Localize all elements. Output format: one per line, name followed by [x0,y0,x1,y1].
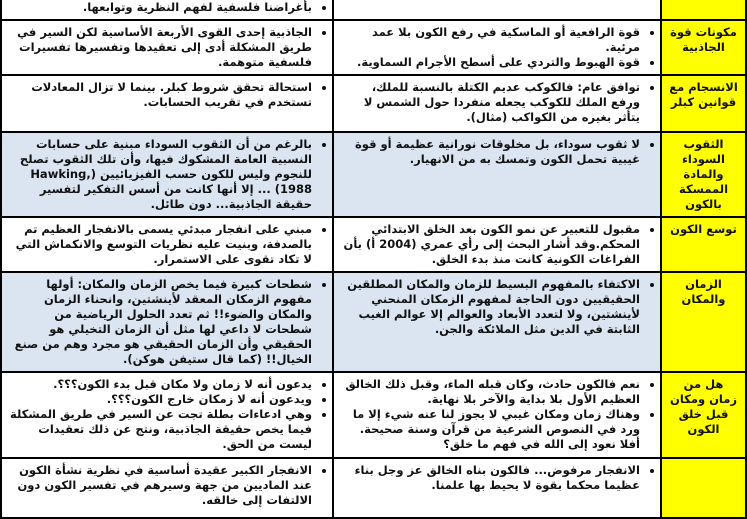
table-row [1,217,746,272]
table-row [1,372,746,458]
quran-view-cell-list [340,277,654,337]
quran-view-cell-list [340,463,654,493]
list-item: • قوة الرافعية أو الماسكية في رفع الكون بلا عمد مرئية. [340,25,640,55]
list-item: • توافق عام: فالكوكب عديم الكتلة بالنسبة للملك، ورفع الملك للكوكب يجعله منفردا حول الشمس لا يتأثر بغيره من الكواكب (مثال). [340,80,640,125]
list-item: • شطحات كبيرة فيما يخص الزمان والمكان: أولها مفهوم الزمكان المعقد لأينشتين، وانحناء الزمان والمكان والضوء!! ثم تعدد الحلول الرياضية من شطحات لا داعي لها مثل أن الزمان التخيلي هو الحقيقي وأن الزمان الحقيقي هو مجرد وهم من صنع الخيال!! (كما قال ستيفن هوكن). [8,277,312,367]
table-row [1,272,746,372]
list-item: • بأغراضنا فلسفية لفهم النظرية وتوابعها. [8,0,312,15]
quran-view-cell [333,372,661,458]
quran-view-cell-list [340,222,654,267]
quran-view-cell [333,458,661,518]
quran-view-cell [333,20,661,75]
theory-critique-cell-list [8,377,326,452]
topic-cell: توسع الكون [661,217,746,272]
list-item: • الانفجار مرفوض... فالكون بناه الخالق عز وجل بناء عظيما محكما بقوة لا يحيط بها علمنا. [340,463,640,493]
quran-view-cell [333,217,661,272]
list-item: • الانفجار الكبير عقيدة أساسية في نظرية نشأة الكون عند الماديين من جهة وسيرهم في تفسير الكون دون الالتفات إلى خالقه. [8,463,312,508]
topic-cell: الانسجام مع قوانين كبلر [661,75,746,132]
theory-critique-cell-list [8,222,326,267]
comparison-table-body [1,0,746,518]
theory-critique-cell-list [8,25,326,70]
topic-cell [661,458,746,518]
theory-critique-cell [1,132,333,217]
list-item: • مقبول للتعبير عن نمو الكون بعد الخلق الابتدائي المحكم.وقد أشار البحث إلى رأي عمري (2004 أ) بأن الفراغات الكونية كانت منذ بدء الخلق. [340,222,640,267]
topic-cell: مكونات قوة الجاذبية [661,20,746,75]
theory-critique-cell [1,0,333,20]
topic-cell [661,0,746,20]
table-row [1,75,746,132]
quran-view-cell [333,272,661,372]
list-item: • وهي ادعاءات بطلة تجت عن السير في طريق المشكلة فيما يخص حقيقة الجاذبية، ونتج عن ذلك تعقيدات ليست من الحق. [8,407,312,452]
list-item: • مبني على انفجار مبدئي يسمى بالانفجار العظيم تم بالصدفة، وبنيت عليه نظريات التوسع والانكماش التي لا تكاد تقوى على الاستمرار. [8,222,312,267]
list-item: • استحالة تحقق شروط كبلر. بينما لا تزال المعادلات تستخدم في تقريب الحسابات. [8,80,312,110]
quran-view-cell-list [340,377,654,452]
theory-critique-cell [1,217,333,272]
quran-view-cell-list [340,25,654,70]
quran-view-cell [333,132,661,217]
table-row [1,20,746,75]
theory-critique-cell-list [8,80,326,110]
quran-view-cell-list [340,80,654,125]
theory-critique-cell [1,458,333,518]
quran-view-cell-list [340,137,654,167]
table-row [1,132,746,217]
list-item: • بالرغم من أن الثقوب السوداء مبنية على حسابات النسبية العامة المشكوك فيها، وأن تلك الثقوب تصلح للنجوم وليس للكون حسب الفيزيائيين (Hawking, 1988) ... إلا أنها كانت من أسس التفكير لتفسير حقيقة الجاذبية... دون طائل. [8,137,312,212]
list-item: • ويدعون أنه لا زمكان خارج الكون؟؟؟. [8,392,312,407]
theory-critique-cell [1,272,333,372]
theory-critique-cell-list [8,463,326,508]
theory-critique-cell [1,20,333,75]
topic-cell: هل من زمان ومكان قبل خلق الكون [661,372,746,458]
topic-cell: الزمان والمكان [661,272,746,372]
table-row [1,0,746,20]
theory-critique-cell [1,75,333,132]
table-row [1,458,746,518]
theory-critique-cell-list [8,277,326,367]
quran-view-cell [333,75,661,132]
list-item: • قوة الهبوط والتردي على أسطح الأجرام السماوية. [340,55,640,70]
list-item: • وهناك زمان ومكان غيبي لا يجوز لنا عنه شيء إلا ما ورد في النصوص الشرعية من قرآن وسنة صحيحة. أفلا نعود إلى الله في فهم ما خلق؟ [340,407,640,452]
list-item: • يدعون أنه لا زمان ولا مكان قبل بدء الكون؟؟؟. [8,377,312,392]
list-item: • نعم فالكون حادث، وكان قبله الماء، وقبل ذلك الخالق العظيم الأول بلا بداية والآخر بلا نهاية. [340,377,640,407]
list-item: • لا ثقوب سوداء، بل مخلوقات نورانية عظيمة أو قوة غيبية تحمل الكون وتمسك به من الانهيار. [340,137,640,167]
list-item: • الجاذبية إحدى القوى الأربعة الأساسية لكن السير في طريق المشكلة أدى إلى تعقيدها وتفسيرها تفسيرات فلسفية متوهمة. [8,25,312,70]
theory-critique-cell-list [8,137,326,212]
theory-critique-cell-list [8,0,326,15]
list-item: • الاكتفاء بالمفهوم البسيط للزمان والمكان المطلقين الحقيقيين دون الحاجة لمفهوم الزمكان المنحني لأينشتين، ولا لتعدد الأبعاد والعوالم إلا عوالم الغيب الثابتة في الدين مثل الملائكة والجن. [340,277,640,337]
theory-critique-cell [1,372,333,458]
quran-view-cell [333,0,661,20]
topic-cell: الثقوب السوداء والمادة الممسكة بالكون [661,132,746,217]
